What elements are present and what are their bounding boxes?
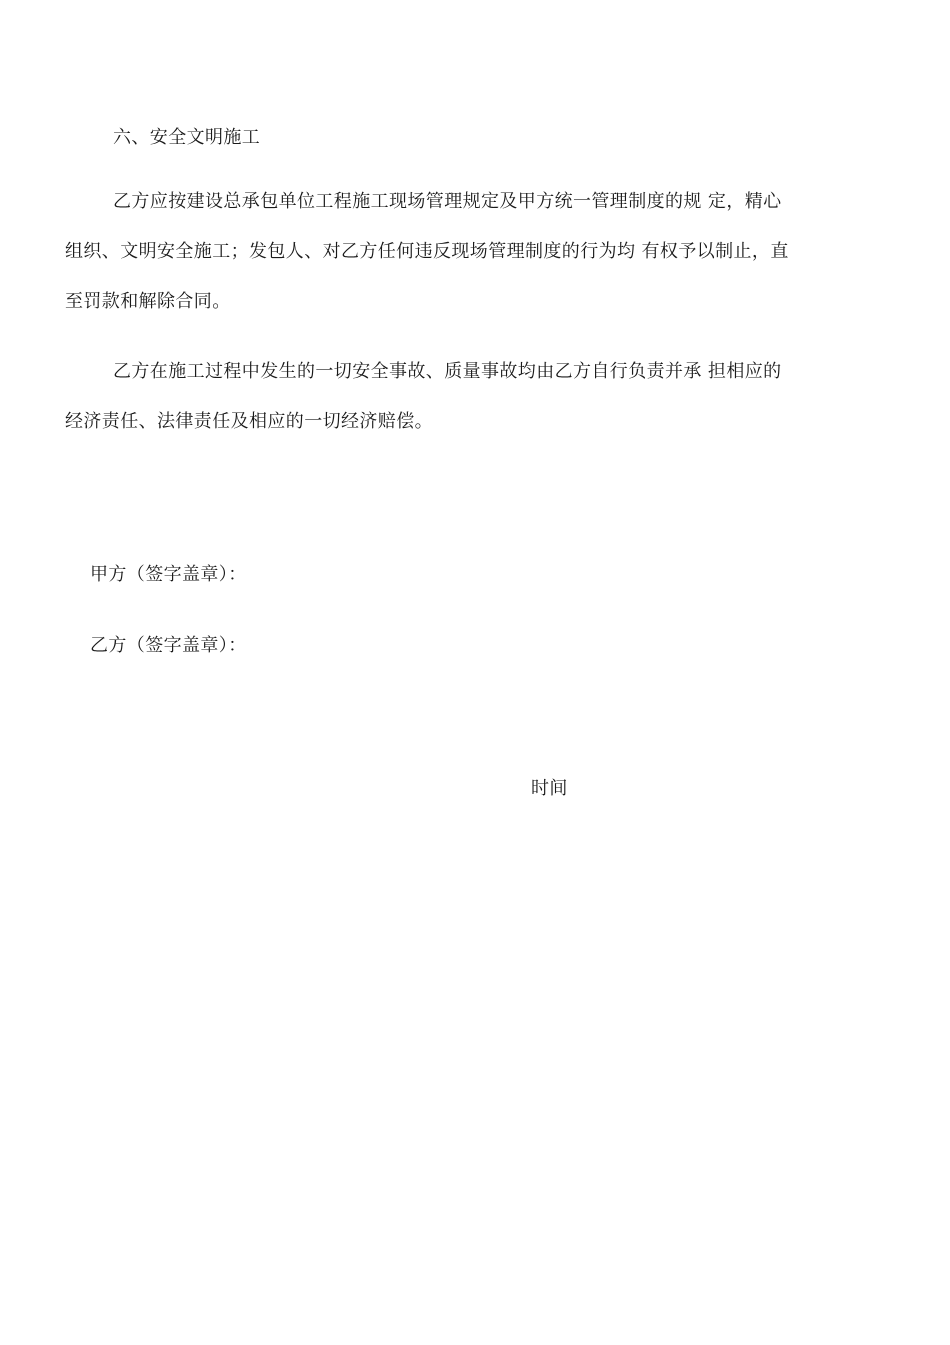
paragraph-1-line-2: 组织、文明安全施工；发包人、对乙方任何违反现场管理制度的行为均 有权予以制止，直 <box>65 241 789 262</box>
paragraph-1-line-1: 乙方应按建设总承包单位工程施工现场管理规定及甲方统一管理制度的规 定，精心 <box>113 191 782 212</box>
party-a-signature-label: 甲方（签字盖章）： <box>90 564 247 585</box>
paragraph-2-line-1: 乙方在施工过程中发生的一切安全事故、质量事故均由乙方自行负责并承 担相应的 <box>113 361 782 382</box>
date-label: 时间 <box>531 778 568 799</box>
party-b-signature-label: 乙方（签字盖章）： <box>90 635 247 656</box>
paragraph-1-line-3: 至罚款和解除合同。 <box>65 291 231 312</box>
paragraph-2-line-2: 经济责任、法律责任及相应的一切经济赔偿。 <box>65 411 433 432</box>
section-heading: 六、安全文明施工 <box>113 127 261 148</box>
